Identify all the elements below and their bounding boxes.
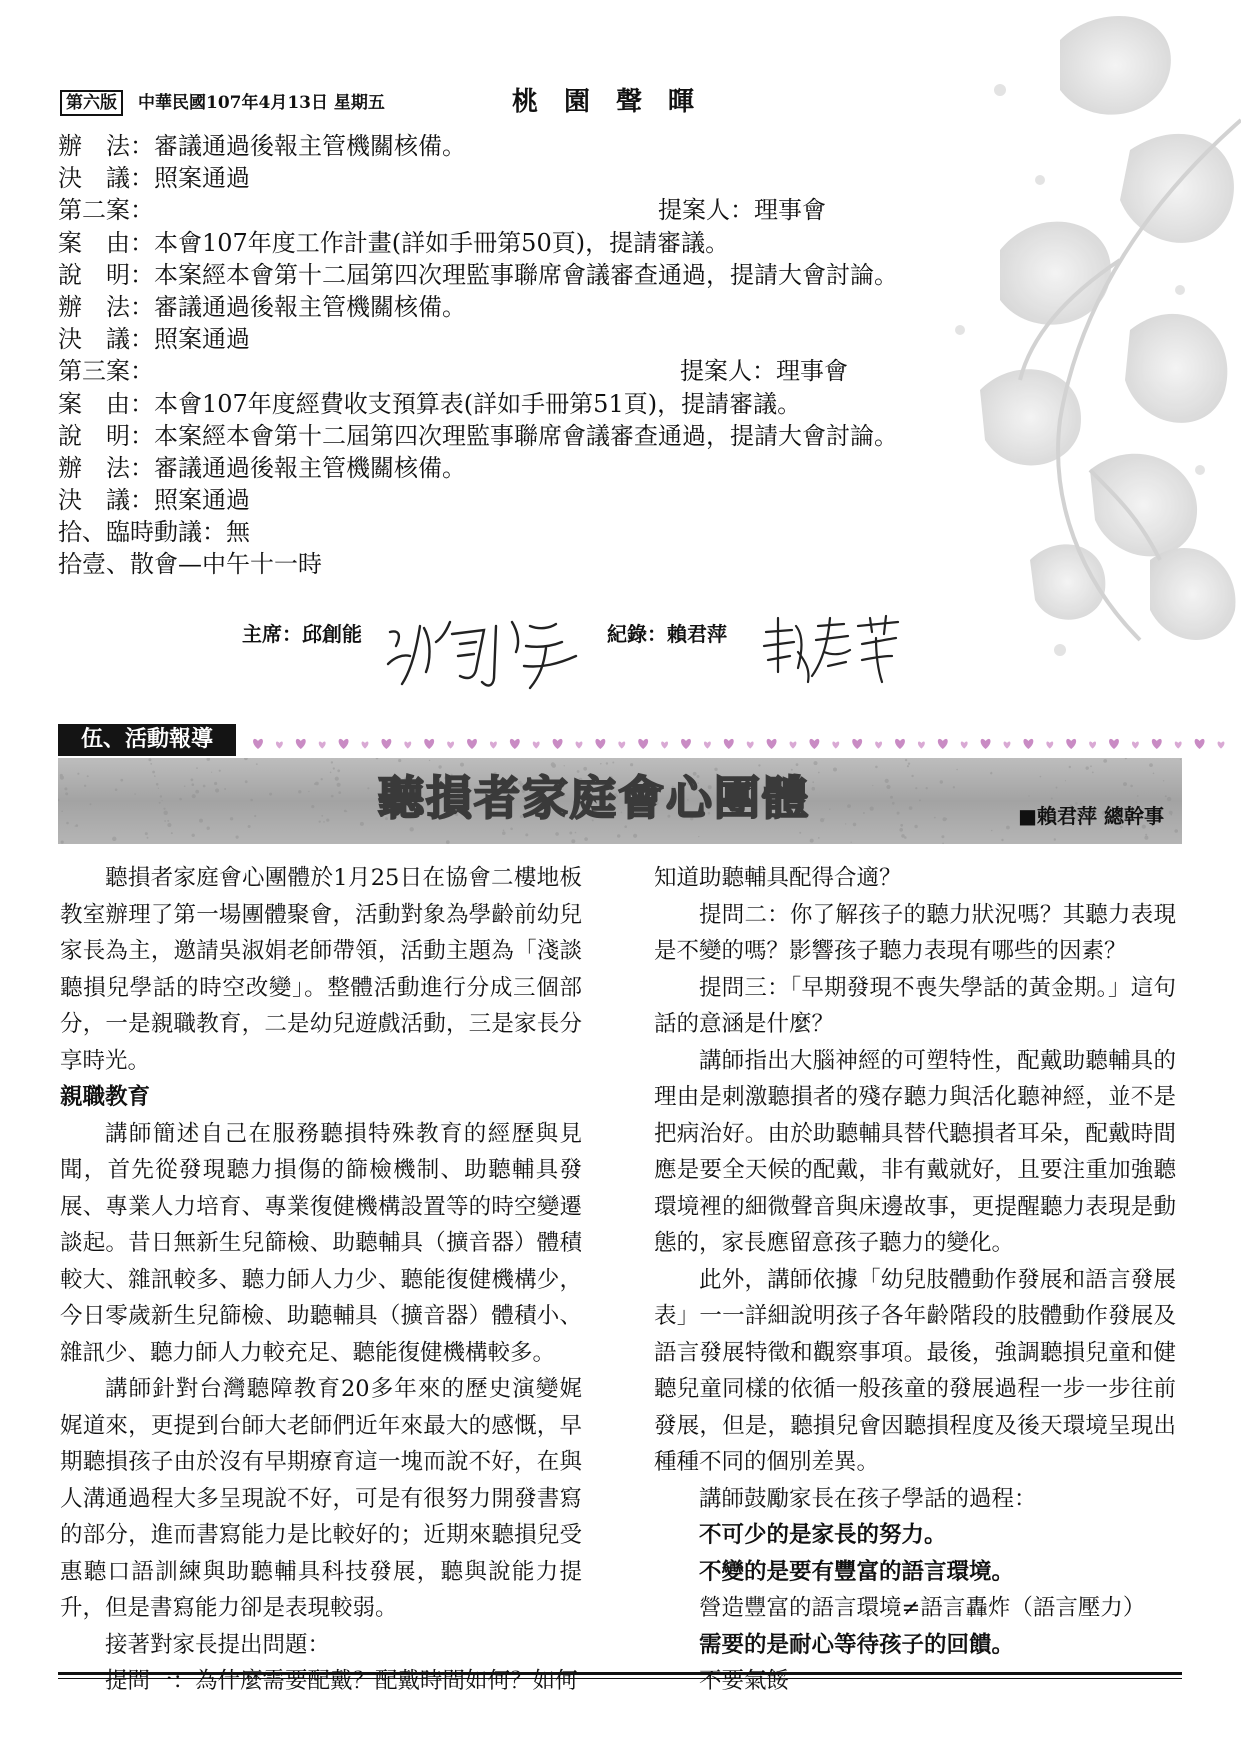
section-tag: 伍、活動報導 [58,724,236,756]
minutes-line [58,227,1038,259]
texture-speck [120,779,123,782]
article-paragraph: 聽損者家庭會心團體於1月25日在協會二樓地板教室辦理了第一場團體聚會，活動對象為學齡前幼兒家長為主，邀請吳淑娟老師帶領，活動主題為「淺談聽損兒學話的時空改變」。整體活動進行分成三個部分，一是親職教育，二是幼兒遊戲活動，三是家長分享時光。 [60,865,582,1074]
texture-speck [214,782,217,785]
texture-speck [1165,795,1167,797]
minutes-label: 決 議： [58,164,154,193]
texture-speck [160,795,162,797]
texture-speck [152,771,155,774]
petal-mark [339,739,349,749]
texture-speck [900,824,903,827]
texture-speck [331,795,334,798]
texture-speck [446,840,450,844]
texture-speck [1051,798,1053,800]
texture-speck [941,835,944,838]
minutes-label: 辦 法： [58,132,154,160]
minutes-text: 照案通過 [154,164,250,193]
texture-speck [147,837,149,839]
texture-speck [845,823,846,824]
texture-speck [810,839,814,843]
texture-speck [215,788,219,792]
key-point: 不可少的是家長的努力。 [699,1522,947,1548]
petal-mark [553,739,563,749]
petal-mark [661,742,668,749]
texture-speck [66,822,69,825]
minutes-line [58,516,1038,548]
texture-speck [914,825,917,828]
petal-mark [895,739,905,749]
petal-mark [832,742,839,749]
texture-speck [333,767,335,769]
petal-mark [1218,742,1225,749]
texture-speck [429,760,430,761]
texture-speck [319,821,321,823]
texture-speck [1006,826,1010,830]
texture-speck [338,791,341,794]
petal-mark [681,739,691,749]
texture-speck [90,803,92,805]
texture-speck [892,802,895,805]
page-header [60,86,1180,120]
texture-speck [167,820,169,822]
chair-signature [380,612,590,692]
petal-mark [1132,742,1139,749]
texture-speck [115,788,118,791]
texture-speck [1001,839,1003,841]
texture-speck [1040,776,1042,778]
texture-speck [230,817,233,820]
texture-speck [571,839,575,843]
petal-mark [704,742,711,749]
texture-speck [244,758,248,760]
petal-mark [790,742,797,749]
minutes-text: 本會107年度工作計畫(詳如手冊第50頁)，提請審議。 [154,228,730,257]
minutes-text: 無 [226,518,250,547]
petal-mark [424,739,434,749]
petal-mark [362,742,369,749]
texture-speck [156,783,159,786]
texture-speck [1153,773,1155,775]
texture-speck [199,819,203,823]
article-paragraph: 提問三：「早期發現不喪失學話的黃金期。」這句話的意涵是什麼？ [654,974,1176,1037]
petal-mark [1046,742,1053,749]
recorder-signature [758,612,908,692]
petal-mark [1175,742,1182,749]
texture-speck [360,822,364,826]
texture-speck [171,832,173,834]
texture-speck [525,833,528,836]
petal-mark [981,739,991,749]
texture-speck [269,793,272,796]
texture-speck [398,759,401,762]
texture-speck [192,783,195,786]
texture-speck [314,783,316,785]
texture-speck [934,817,936,819]
texture-speck [1069,766,1071,768]
texture-speck [321,815,323,817]
petal-mark [490,742,497,749]
minutes-label: 辦 法： [58,453,154,482]
texture-speck [323,821,325,823]
texture-speck [953,786,955,788]
texture-speck [940,780,943,783]
recorder-label: 紀錄：賴君萍 [607,622,727,646]
texture-speck [192,794,196,798]
texture-speck [1167,797,1171,801]
minutes-text: 照案通過 [154,486,250,515]
texture-speck [245,780,248,783]
article-paragraph: 知道助聽輔具配得合適？ [654,865,902,891]
article-author: ■賴君萍 總幹事 [1018,804,1164,828]
texture-speck [1137,795,1139,797]
texture-speck [942,843,944,845]
article-paragraph: 講師針對台灣聽障教育20多年來的歷史演變娓娓道來，更提到台師大老師們近年來最大的感慨，早期聽損孩子由於沒有早期療育這一塊而說不好，在與人溝通過程大多呈現說不好，可是有很努力開發書寫的部分，進而書寫能力是比較好的；近期來聽損兒受惠聽口語訓練與助聽輔具科技發展，聽與說能力提升，但是書寫能力卻是表現較弱。 [60,1376,582,1621]
petal-mark [961,742,968,749]
minutes-line [58,162,1038,194]
texture-speck [203,785,206,788]
texture-speck [1103,759,1107,763]
texture-speck [236,836,239,839]
article-paragraph: 此外，講師依據「幼兒肢體動作發展和語言發展表」一一詳細說明孩子各年齡階段的肢體動作發展及語言發展特徵和觀察事項。最後，強調聽損兒童和健聽兒童同樣的依循一般孩童的發展過程一步一步往前發展，但是，聽損兒會因聽損程度及後天環境呈現出種種不同的個別差異。 [654,1266,1176,1475]
texture-speck [179,798,182,801]
texture-speck [184,785,186,787]
footer-rule [58,1672,1182,1675]
texture-speck [990,772,992,774]
texture-speck [863,812,865,814]
texture-speck [346,811,348,813]
texture-speck [256,763,258,765]
minutes-label: 拾、臨時動議： [58,518,226,547]
minutes-line [58,548,1038,580]
petal-mark [938,739,948,749]
texture-speck [158,788,159,789]
petal-mark [767,739,777,749]
texture-speck [159,802,161,804]
minutes-line [58,484,1038,516]
texture-speck [61,841,64,844]
texture-speck [872,785,873,786]
petal-mark [809,739,819,749]
texture-speck [956,769,958,771]
texture-speck [207,758,211,761]
texture-speck [191,778,194,781]
texture-speck [1163,780,1164,781]
texture-speck [943,817,947,821]
texture-speck [584,837,588,841]
texture-speck [192,834,195,837]
texture-speck [1180,759,1181,760]
petal-mark [447,742,454,749]
texture-speck [311,805,314,808]
texture-speck [812,781,814,783]
petal-mark [404,742,411,749]
texture-speck [84,785,86,787]
minutes-label: 第三案： [58,357,154,386]
texture-speck [60,776,64,780]
texture-speck [818,772,820,774]
minutes-line [58,388,1038,420]
texture-speck [814,761,818,765]
texture-speck [909,806,913,810]
texture-speck [64,787,67,790]
petal-mark [296,739,306,749]
texture-speck [870,807,874,811]
texture-speck [991,830,993,832]
texture-speck [330,772,332,774]
texture-speck [1065,780,1066,781]
article-banner [58,758,1182,844]
texture-speck [337,783,341,787]
minutes-label: 決 議： [58,325,154,354]
texture-speck [224,788,226,790]
texture-speck [250,799,253,802]
article-paragraph: 提問二：你了解孩子的聽力狀況嗎？其聽力表現是不變的嗎？影響孩子聽力表現有哪些的因素？ [654,901,1176,964]
proposer-label: 提案人：理事會 [680,357,848,386]
texture-speck [298,790,301,793]
newspaper-name: 桃園聲暉 [512,87,721,117]
petal-mark [381,739,391,749]
texture-speck [1174,829,1178,833]
texture-speck [65,792,68,795]
minutes-text: 照案通過 [154,325,250,354]
petal-mark [510,739,520,749]
petal-mark [1152,739,1162,749]
minutes-text: 審議通過後報主管機關核備。 [154,132,466,160]
subsection-heading: 親職教育 [60,1084,151,1110]
texture-speck [812,787,816,791]
texture-speck [1090,765,1092,767]
texture-speck [145,832,148,835]
texture-speck [885,779,889,783]
texture-speck [1145,834,1147,836]
texture-speck [248,825,251,828]
texture-speck [1123,782,1127,786]
key-point: 不要氣餒 [699,1668,790,1694]
petal-mark [253,739,263,749]
texture-speck [847,804,851,808]
texture-speck [1056,787,1058,789]
texture-speck [164,811,168,815]
texture-speck [1028,795,1029,796]
texture-speck [555,832,559,836]
petal-mark [276,742,283,749]
petal-mark [852,739,862,749]
texture-speck [164,820,166,822]
texture-speck [150,763,152,765]
texture-speck [326,819,329,822]
texture-speck [698,836,699,837]
texture-speck [818,837,820,839]
key-point: 營造豐富的語言環境≠語言轟炸（語言壓力） [699,1595,1146,1621]
texture-speck [321,778,323,780]
texture-speck [219,770,221,772]
texture-speck [886,785,890,789]
key-point: 需要的是耐心等待孩子的回饋。 [699,1631,1015,1658]
texture-speck [195,790,199,794]
minutes-text: 本案經本會第十二屆第四次理監事聯席會議審查通過，提請大會討論。 [154,260,898,289]
texture-speck [254,815,256,817]
texture-speck [1086,766,1089,769]
minutes-label: 案 由： [58,228,154,257]
minutes-line [58,130,1038,162]
texture-speck [617,834,620,837]
edition-label: 第六版 [60,90,123,116]
texture-speck [926,787,928,789]
texture-speck [502,831,506,835]
petal-mark [1066,739,1076,749]
proposer-label: 提案人：理事會 [658,196,826,225]
texture-speck [163,808,165,810]
minutes-text: 本案經本會第十二屆第四次理監事聯席會議審查通過，提請大會討論。 [154,421,898,450]
texture-speck [335,777,339,781]
texture-speck [897,812,900,815]
texture-speck [1125,758,1127,759]
minutes-line [58,323,1038,355]
texture-speck [211,772,212,773]
texture-speck [851,842,852,843]
texture-speck [58,799,60,802]
texture-speck [919,799,921,801]
petal-mark [1004,742,1011,749]
footer-rule-thin [58,1678,1182,1679]
chair-label: 主席：邱創能 [242,622,362,646]
petal-mark [724,739,734,749]
petal-mark [533,742,540,749]
article-column-left [60,860,582,1700]
texture-speck [76,824,79,827]
texture-speck [331,761,333,763]
petal-mark [1195,739,1205,749]
article-paragraph: 講師鼓勵家長在孩子學話的過程： [699,1485,1037,1512]
article-paragraph: 接著對家長提出問題： [105,1631,331,1658]
petal-mark [918,742,925,749]
petal-mark [747,742,754,749]
texture-speck [575,832,577,834]
texture-speck [875,766,878,769]
texture-speck [61,811,63,813]
minutes-label: 說 明： [58,260,154,289]
minutes-text: 審議通過後報主管機關核備。 [154,453,466,482]
minutes-label: 第二案： [58,196,154,225]
texture-speck [167,823,171,827]
texture-speck [154,775,156,777]
minutes-label: 辦 法： [58,292,154,321]
texture-speck [1169,811,1173,815]
petal-mark [638,739,648,749]
texture-speck [1144,836,1148,840]
texture-speck [600,763,602,765]
article-paragraph: 講師簡述自己在服務聽損特殊教育的經歷與見聞，首先從發現聽力損傷的篩檢機制、助聽輔具發展、專業人力培育、專業復健機構設置等的時空變遷談起。昔日無新生兒篩檢、助聽輔具（擴音器）體積較大、雜訊較多、聽力師人力少、聽能復健機構少，今日零歲新生兒篩檢、助聽輔具（擴音器）體積小、雜訊少、聽力師人力較充足、聽能復健機構較多。 [60,1120,582,1366]
texture-speck [890,796,893,799]
texture-speck [77,773,79,775]
texture-speck [606,762,608,764]
texture-speck [207,827,210,830]
texture-speck [853,823,857,827]
issue-date: 中華民國107年4月13日 星期五 [138,93,385,113]
minutes-line [58,452,1038,484]
texture-speck [1092,772,1094,774]
texture-speck [75,826,76,827]
texture-speck [1054,838,1056,840]
meeting-minutes [58,130,1038,581]
minutes-line [58,291,1038,323]
minutes-line [58,259,1038,291]
petal-mark [319,742,326,749]
texture-speck [633,834,637,838]
texture-speck [162,800,163,801]
article-title: 聽損者家庭會心團體 [378,771,810,825]
minutes-line [58,420,1038,452]
petal-divider-decoration [248,730,1238,752]
texture-speck [148,758,151,761]
petal-mark [595,739,605,749]
minutes-line [58,194,1038,226]
texture-speck [907,765,909,767]
petal-mark [1023,739,1033,749]
texture-speck [915,787,917,789]
minutes-line [58,355,1038,387]
texture-speck [901,834,905,838]
texture-speck [376,758,379,759]
petal-mark [467,739,477,749]
texture-speck [112,837,116,841]
texture-speck [569,832,572,835]
minutes-text: 審議通過後報主管機關核備。 [154,292,466,321]
article-paragraph: 講師指出大腦神經的可塑特性，配戴助聽輔具的理由是刺激聽損者的殘存聽力與活化聽神經，並不是把病治好。由於助聽輔具替代聽損者耳朵，配戴時間應是要全天候的配戴，非有戴就好，且要注重加強聽環境裡的細微聲音與床邊故事，更提醒聽力表現是動態的，家長應留意孩子聽力的變化。 [654,1047,1176,1256]
petal-mark [618,742,625,749]
texture-speck [134,793,136,795]
texture-speck [908,763,910,765]
texture-speck [308,791,309,792]
petal-mark [875,742,882,749]
article-column-right [654,860,1176,1700]
minutes-label: 決 議： [58,486,154,515]
texture-speck [899,828,903,832]
minutes-label: 案 由： [58,389,154,418]
petal-mark [1089,742,1096,749]
texture-speck [833,768,837,772]
texture-speck [1171,814,1173,816]
petal-mark [576,742,583,749]
texture-speck [87,775,89,777]
texture-speck [1130,785,1133,788]
texture-speck [905,759,907,761]
texture-speck [799,832,801,834]
texture-speck [337,769,340,772]
texture-speck [1149,763,1153,767]
article-paragraph: 提問一：為什麼需要配戴？配戴時間如何？如何 [105,1668,578,1694]
texture-speck [367,787,369,789]
texture-speck [911,775,913,777]
minutes-label: 說 明： [58,421,154,450]
minutes-label: 拾壹、散會—中午十一時 [58,550,322,579]
key-point: 不變的是要有豐富的語言環境。 [699,1558,1015,1585]
minutes-text: 本會107年度經費收支預算表(詳如手冊第51頁)，提請審議。 [154,389,802,418]
texture-speck [196,767,198,769]
petal-mark [1109,739,1119,749]
texture-speck [829,809,830,810]
texture-speck [612,762,614,764]
texture-speck [820,818,824,822]
